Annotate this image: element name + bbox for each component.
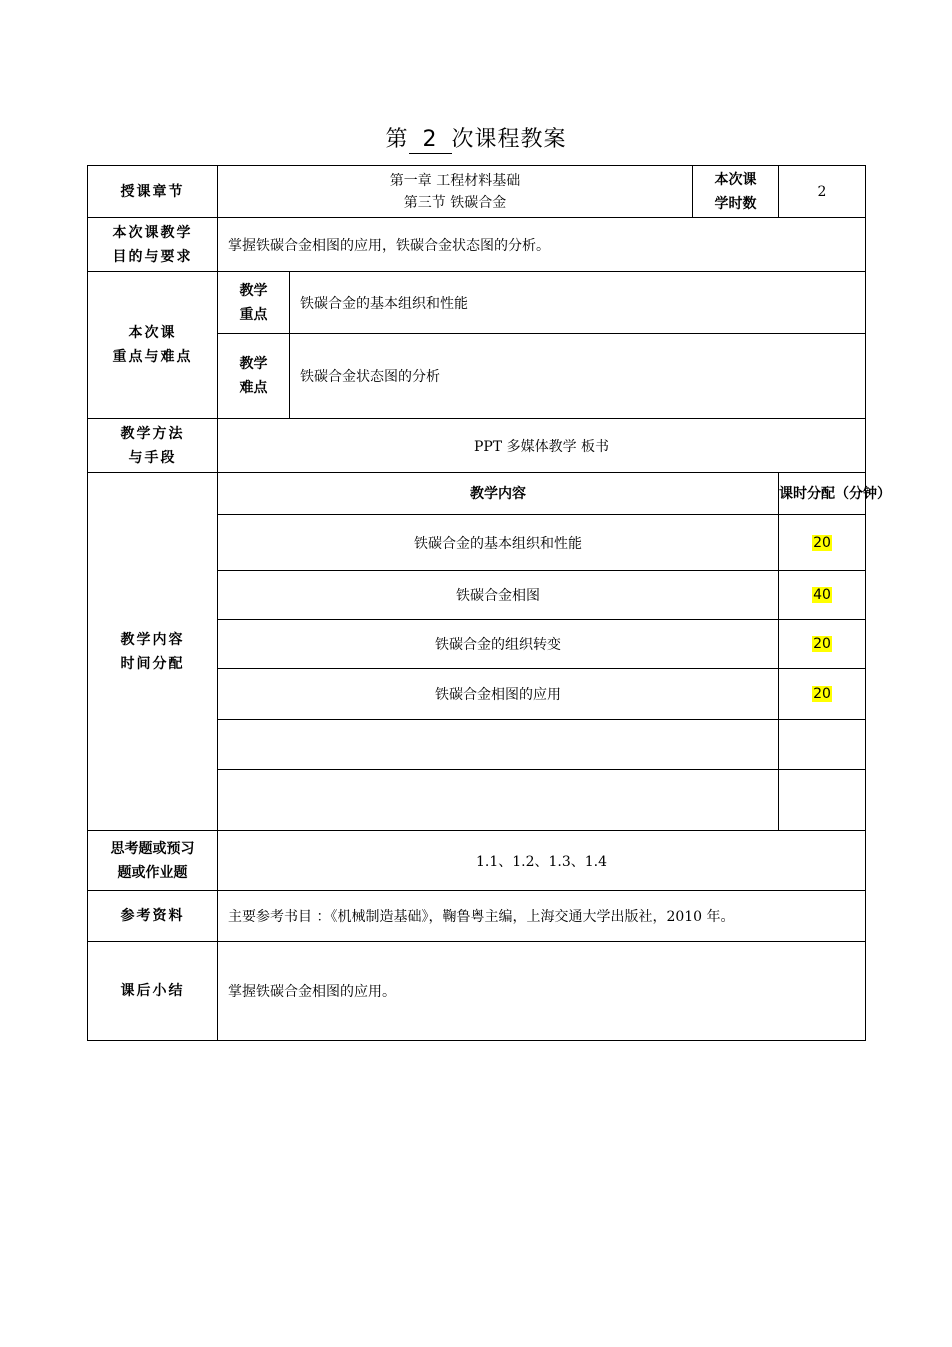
key-label-line2: 重点 (239, 306, 268, 323)
schedule-empty-minutes (779, 770, 866, 831)
goals-label-line1: 本次课教学 (112, 224, 193, 241)
row-chapter (88, 166, 866, 218)
page-title (0, 122, 952, 154)
hours-value: 2 (779, 166, 866, 218)
method-label (88, 419, 218, 473)
schedule-item-minutes (779, 620, 866, 669)
method-label-line2: 与手段 (128, 449, 177, 466)
lesson-number: 2 (409, 127, 452, 154)
chapter-cell (218, 166, 693, 218)
reference-content: 主要参考书目 ：《机械制造基础》，鞠鲁粤主编，上海交通大学出版社，2010 年。 (218, 891, 866, 942)
key-points-content: 铁碳合金的基本组织和性能 (290, 272, 866, 334)
difficulties-label (218, 334, 290, 419)
focus-label-line2: 重点与难点 (112, 349, 193, 365)
chapter-title: 第一章 工程材料基础 (389, 172, 521, 189)
schedule-header-content: 教学内容 (218, 473, 779, 515)
lesson-plan-table (87, 165, 892, 1041)
section-title: 第三节 铁碳合金 (403, 194, 507, 211)
row-reference (88, 891, 866, 942)
schedule-item-content: 铁碳合金相图 (218, 571, 779, 620)
schedule-label (88, 473, 218, 831)
schedule-label-line1: 教学内容 (120, 631, 185, 648)
row-summary (88, 942, 866, 1041)
row-key-points (88, 272, 866, 334)
homework-label (88, 831, 218, 891)
method-content: PPT 多媒体教学 板书 (218, 419, 866, 473)
homework-content: 1.1、1.2、1.3、1.4 (218, 831, 866, 891)
schedule-empty-minutes (779, 720, 866, 770)
schedule-item-content: 铁碳合金的基本组织和性能 (218, 515, 779, 571)
title-prefix: 第 (385, 127, 409, 152)
hours-label-line1: 本次课 (714, 171, 757, 188)
row-method (88, 419, 866, 473)
schedule-item-minutes (779, 515, 866, 571)
key-label-line1: 教学 (239, 282, 268, 299)
row-goals (88, 218, 866, 272)
focus-label-line1: 本次课 (128, 325, 177, 341)
method-label-line1: 教学方法 (120, 425, 185, 442)
hours-label-line2: 学时数 (714, 195, 757, 212)
summary-content: 掌握铁碳合金相图的应用。 (218, 942, 866, 1041)
goals-label (88, 218, 218, 272)
minutes-highlight: 40 (813, 587, 831, 603)
difficulties-content: 铁碳合金状态图的分析 (290, 334, 866, 419)
schedule-label-line2: 时间分配 (120, 655, 185, 672)
homework-label-line2: 题或作业题 (117, 864, 188, 881)
schedule-item-content: 铁碳合金的组织转变 (218, 620, 779, 669)
summary-label: 课后小结 (88, 942, 218, 1041)
goals-label-line2: 目的与要求 (112, 248, 193, 265)
key-points-label (218, 272, 290, 334)
diff-label-line1: 教学 (239, 356, 268, 372)
minutes-highlight: 20 (813, 686, 831, 702)
title-suffix: 次课程教案 (451, 127, 567, 152)
schedule-item-minutes (779, 571, 866, 620)
schedule-empty-content (218, 770, 779, 831)
chapter-label: 授课章节 (88, 166, 218, 218)
reference-label: 参考资料 (88, 891, 218, 942)
diff-label-line2: 难点 (239, 380, 268, 396)
schedule-header-row (88, 473, 866, 515)
schedule-item-minutes (779, 669, 866, 720)
schedule-header-time: 课时分配（分钟） (779, 473, 866, 515)
homework-label-line1: 思考题或预习 (110, 840, 195, 857)
row-homework (88, 831, 866, 891)
minutes-highlight: 20 (813, 636, 831, 652)
minutes-highlight: 20 (813, 534, 831, 551)
hours-label (693, 166, 779, 218)
schedule-empty-content (218, 720, 779, 770)
goals-content: 掌握铁碳合金相图的应用，铁碳合金状态图的分析。 (218, 218, 866, 272)
schedule-item-content: 铁碳合金相图的应用 (218, 669, 779, 720)
focus-label (88, 272, 218, 419)
